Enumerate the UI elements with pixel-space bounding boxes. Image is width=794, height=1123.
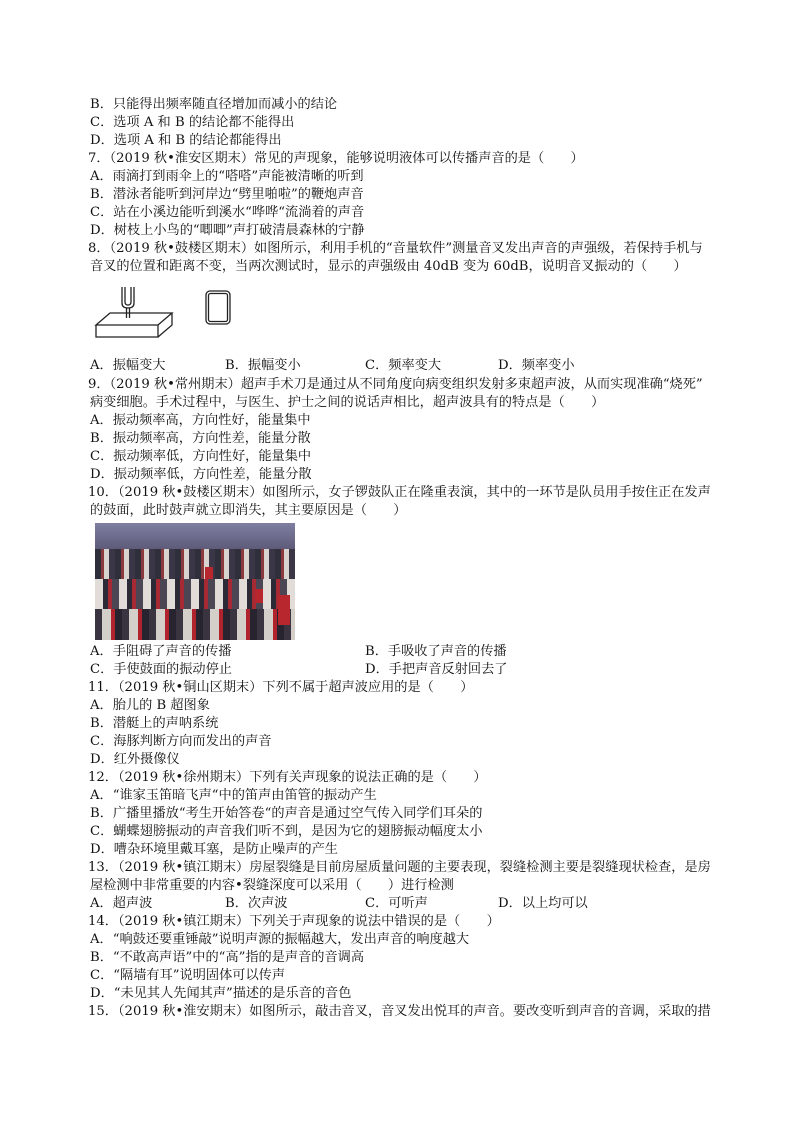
q7-option-d: D．树枝上小鸟的“唧唧”声打破清晨森林的宁静 xyxy=(90,223,365,238)
q7-option-b: B．潜泳者能听到河岸边“劈里啪啦”的鞭炮声音 xyxy=(90,187,364,202)
q9-option-d: D．振动频率低，方向性差，能量分散 xyxy=(90,467,312,482)
question-9-line2: 病变细胞。手术过程中，与医生、护士之间的说话声相比，超声波具有的特点是（ ） xyxy=(90,395,605,410)
q8-option-d: D．频率变小 xyxy=(498,358,575,373)
q6-option-b: B．只能得出频率随直径增加而减小的结论 xyxy=(90,97,338,112)
q11-option-b: B．潜艇上的声呐系统 xyxy=(90,716,219,731)
question-12: 12．（2019 秋•徐州期末）下列有关声现象的说法正确的是（ ） xyxy=(88,770,487,785)
question-8-line2: 音叉的位置和距离不变，当两次测试时，显示的声强级由 40dB 变为 60dB，说明音叉振动的（ ） xyxy=(90,259,687,274)
q13-option-b: B．次声波 xyxy=(225,896,288,911)
q13-option-d: D．以上均可以 xyxy=(498,896,588,911)
q8-options-row xyxy=(90,357,710,375)
q12-option-b: B．广播里播放“考生开始答卷“的声音是通过空气传入同学们耳朵的 xyxy=(90,806,483,821)
q7-option-a: A．雨滴打到雨伞上的“嗒嗒”声能被清晰的听到 xyxy=(90,169,364,184)
q8-option-a: A．振幅变大 xyxy=(90,358,166,373)
question-8-line1: 8．（2019 秋•鼓楼区期末）如图所示，利用手机的“音量软件”测量音叉发出声音的声强级，若保持手机与 xyxy=(88,241,703,256)
q8-option-b: B．振幅变小 xyxy=(225,358,301,373)
question-13-line1: 13．（2019 秋•镇江期末）房屋裂缝是目前房屋质量问题的主要表现，裂缝检测主要是裂缝现状检查，是房 xyxy=(88,860,711,875)
q12-option-d: D．嘈杂环境里戴耳塞，是防止噪声的产生 xyxy=(90,842,338,857)
q10-option-b: B．手吸收了声音的传播 xyxy=(365,644,507,659)
q10-option-d: D．手把声音反射回去了 xyxy=(365,662,508,677)
q11-option-a: A．胎儿的 B 超图象 xyxy=(90,698,210,713)
q14-option-c: C．“隔墙有耳”说明固体可以传声 xyxy=(90,968,286,983)
tuning-fork-phone-figure xyxy=(92,283,252,343)
q13-option-c: C．可听声 xyxy=(365,896,428,911)
question-10-line2: 的鼓面，此时鼓声就立即消失，其主要原因是（ ） xyxy=(90,503,407,518)
q7-option-c: C．站在小溪边能听到溪水“哗哗“流淌着的声音 xyxy=(90,205,365,220)
q6-option-c: C．选项 A 和 B 的结论都不能得出 xyxy=(90,115,295,130)
question-13-line2: 屋检测中非常重要的内容•裂缝深度可以采用（ ）进行检测 xyxy=(90,878,454,893)
q9-option-c: C．振动频率低，方向性好，能量集中 xyxy=(90,449,312,464)
question-11: 11．（2019 秋•铜山区期末）下列不属于超声波应用的是（ ） xyxy=(88,680,474,695)
question-9-line1: 9．（2019 秋•常州期末）超声手术刀是通过从不同角度向病变组织发射多束超声波，从而实现准确“烧死” xyxy=(88,377,703,392)
q11-option-c: C．海豚判断方向而发出的声音 xyxy=(90,734,272,749)
q12-option-a: A．“谁家玉笛暗飞声“中的笛声由笛管的振动产生 xyxy=(90,788,377,803)
q10-option-c: C．手使鼓面的振动停止 xyxy=(90,662,232,677)
question-7: 7．（2019 秋•淮安区期末）常见的声现象，能够说明液体可以传播声音的是（ ） xyxy=(88,151,584,166)
q13-option-a: A．超声波 xyxy=(90,896,153,911)
question-15: 15．（2019 秋•淮安期末）如图所示，敲击音叉，音叉发出悦耳的声音。要改变听到声音的音调，采取的措 xyxy=(88,1004,711,1019)
q11-option-d: D．红外摄像仪 xyxy=(90,752,180,767)
q10-option-a: A．手阻碍了声音的传播 xyxy=(90,644,232,659)
q14-option-d: D．“未见其人先闻其声”描述的是乐音的音色 xyxy=(90,986,352,1001)
q10-options-row2 xyxy=(90,661,710,679)
q10-options-row1 xyxy=(90,643,710,661)
question-10-line1: 10．（2019 秋•鼓楼区期末）如图所示，女子锣鼓队正在隆重表演，其中的一环节是队员用手按住正在发声 xyxy=(88,485,711,500)
q9-option-b: B．振动频率高，方向性差，能量分散 xyxy=(90,431,311,446)
q14-option-a: A．“响鼓还要重锤敲”说明声源的振幅越大，发出声音的响度越大 xyxy=(90,932,470,947)
q9-option-a: A．振动频率高，方向性好，能量集中 xyxy=(90,413,311,428)
q8-option-c: C．频率变大 xyxy=(365,358,442,373)
q12-option-c: C．蝴蝶翅膀振动的声音我们听不到，是因为它的翅膀振动幅度太小 xyxy=(90,824,483,839)
drum-team-photo xyxy=(95,523,295,640)
q13-options-row xyxy=(90,895,710,913)
q6-option-d: D．选项 A 和 B 的结论都能得出 xyxy=(90,133,282,148)
q14-option-b: B．“不敢高声语”中的“高”指的是声音的音调高 xyxy=(90,950,365,965)
question-14: 14．（2019 秋•镇江期末）下列关于声现象的说法中错误的是（ ） xyxy=(88,914,500,929)
